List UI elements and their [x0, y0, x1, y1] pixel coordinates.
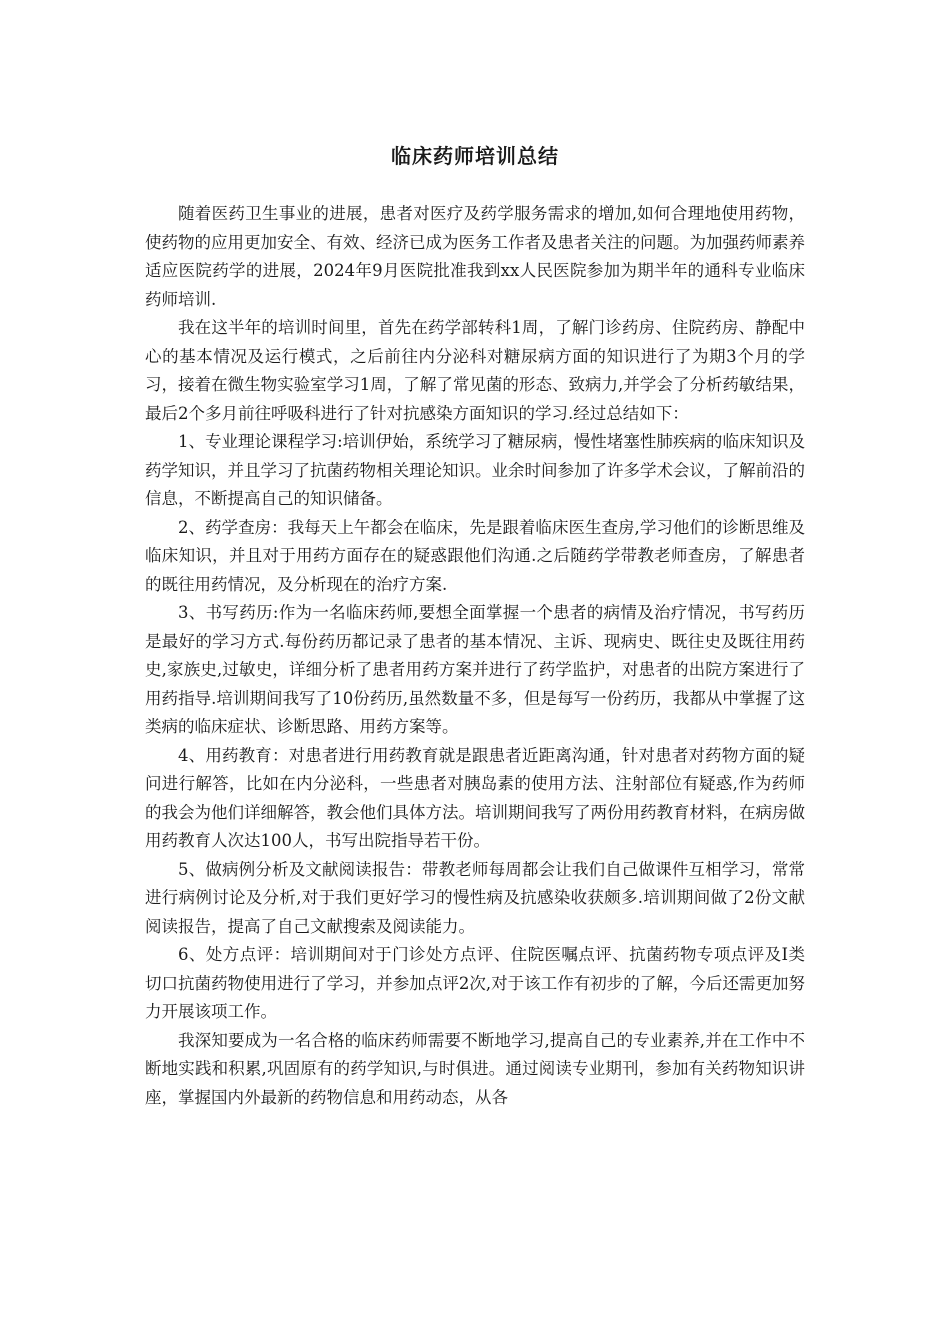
document-body — [145, 200, 805, 1112]
paragraph-theory-study: 1、专业理论课程学习:培训伊始，系统学习了糖尿病，慢性堵塞性肺疾病的临床知识及药学知识，并且学习了抗菌药物相关理论知识。业余时间参加了许多学术会议，了解前沿的信息，不断提高自己的知识储备。 — [145, 432, 805, 508]
paragraph-medication-records: 3、书写药历:作为一名临床药师,要想全面掌握一个患者的病情及治疗情况，书写药历是最好的学习方式.每份药历都记录了患者的基本情况、主诉、现病史、既往史及既往用药史,家族史,过敏史，详细分析了患者用药方案并进行了药学监护，对患者的出院方案进行了用药指导.培训期间我写了10份药历,虽然数量不多，但是每写一份药历，我都从中掌握了这类病的临床症状、诊断思路、用药方案等。 — [145, 603, 805, 736]
paragraph-ward-rounds: 2、药学查房：我每天上午都会在临床，先是跟着临床医生查房,学习他们的诊断思维及临床知识，并且对于用药方面存在的疑惑跟他们沟通.之后随药学带教老师查房，了解患者的既往用药情况，及分析现在的治疗方案. — [145, 517, 805, 594]
paragraph-conclusion: 我深知要成为一名合格的临床药师需要不断地学习,提高自己的专业素养,并在工作中不断地实践和积累,巩固原有的药学知识,与时俱进。通过阅读专业期刊，参加有关药物知识讲座，掌握国内外最新的药物信息和用药动态，从各 — [145, 1030, 805, 1107]
paragraph-intro: 随着医药卫生事业的进展，患者对医疗及药学服务需求的增加,如何合理地使用药物，使药物的应用更加安全、有效、经济已成为医务工作者及患者关注的问题。为加强药师素养适应医院药学的进展，2024年9月医院批准我到xx人民医院参加为期半年的通科专业临床药师培训. — [145, 204, 805, 309]
paragraph-patient-education: 4、用药教育：对患者进行用药教育就是跟患者近距离沟通，针对患者对药物方面的疑问进行解答，比如在内分泌科，一些患者对胰岛素的使用方法、注射部位有疑惑,作为药师的我会为他们详细解答，教会他们具体方法。培训期间我写了两份用药教育材料，在病房做用药教育人次达100人，书写出院指导若干份。 — [145, 745, 805, 850]
paragraph-prescription-review: 6、处方点评：培训期间对于门诊处方点评、住院医嘱点评、抗菌药物专项点评及Ⅰ类切口抗菌药物使用进行了学习，并参加点评2次,对于该工作有初步的了解，今后还需更加努力开展该项工作。 — [145, 945, 805, 1021]
paragraph-case-analysis: 5、做病例分析及文献阅读报告：带教老师每周都会让我们自己做课件互相学习，常常进行病例讨论及分析,对于我们更好学习的慢性病及抗感染收获颇多.培训期间做了2份文献阅读报告，提高了自己文献搜索及阅读能力。 — [145, 859, 805, 936]
document-title: 临床药师培训总结 — [391, 144, 559, 168]
paragraph-overview: 我在这半年的培训时间里，首先在药学部转科1周，了解门诊药房、住院药房、静配中心的基本情况及运行模式，之后前往内分泌科对糖尿病方面的知识进行了为期3个月的学习，接着在微生物实验室学习1周，了解了常见菌的形态、致病力,并学会了分析药敏结果，最后2个多月前往呼吸科进行了针对抗感染方面知识的学习.经过总结如下： — [145, 318, 805, 423]
